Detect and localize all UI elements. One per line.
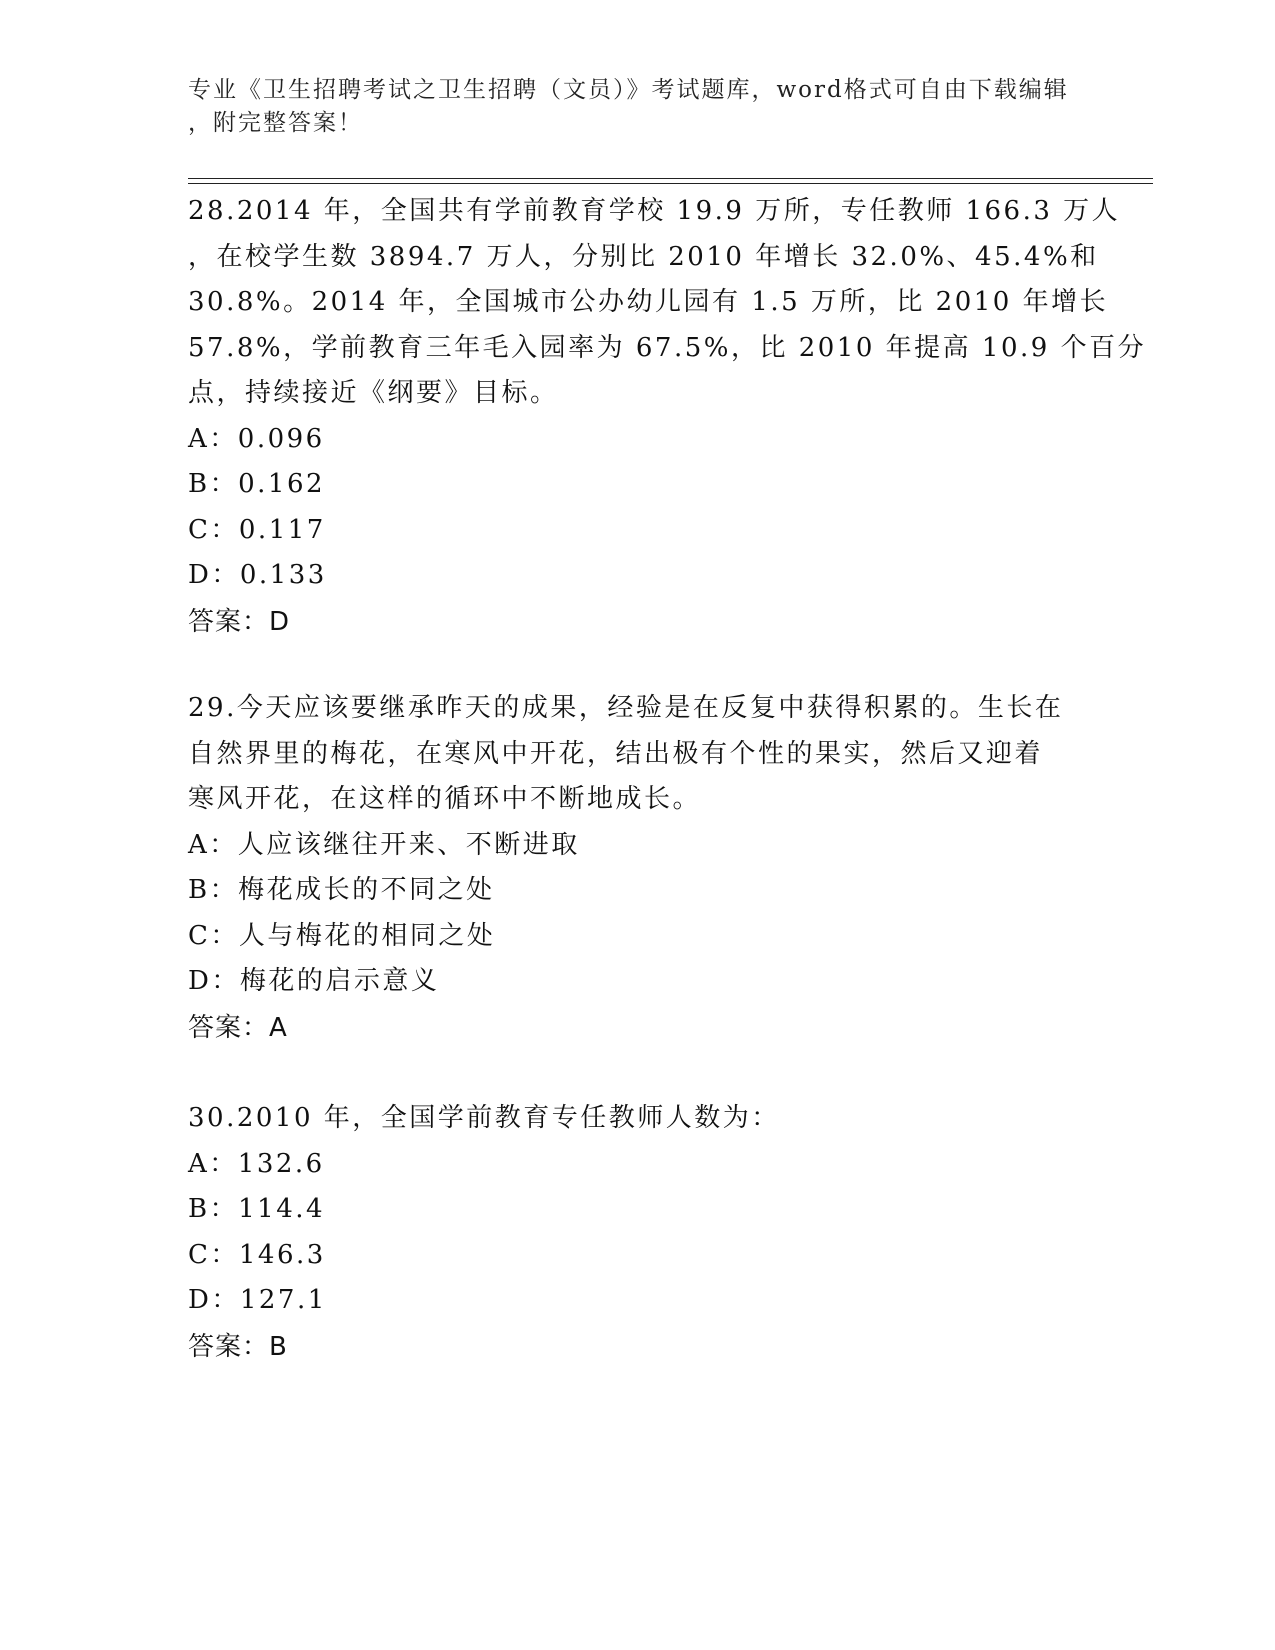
question-29 [188,686,1078,1051]
question-stem-line: ，在校学生数 3894.7 万人，分别比 2010 年增长 32.0%、45.4%和 [188,241,1099,272]
option-d: D：127.1 [188,1285,327,1315]
answer-label: 答案：D [188,606,291,637]
question-stem-line: 28.2014 年，全国共有学前教育学校 19.9 万所，专任教师 166.3 万人 [188,196,1121,226]
question-28 [188,189,1147,645]
option-c: C：人与梅花的相同之处 [188,920,496,951]
question-stem-line: 30.8%。2014 年，全国城市公办幼儿园有 1.5 万所，比 2010 年增长 [188,287,1109,317]
document-header [188,74,1068,140]
question-stem-line: 29.今天应该要继承昨天的成果，经验是在反复中获得积累的。生长在 [188,693,1064,723]
question-stem-line: 30.2010 年，全国学前教育专任教师人数为： [188,1103,780,1133]
answer-label: 答案：A [188,1012,288,1043]
option-a: A：0.096 [188,423,325,454]
option-d: D：梅花的启示意义 [188,966,440,996]
header-divider-bottom [188,183,1153,184]
option-a: A：人应该继往开来、不断进取 [188,829,580,860]
option-c: C：0.117 [188,514,326,545]
header-line-2: ，附完整答案！ [188,110,363,136]
question-stem-line: 57.8%，学前教育三年毛入园率为 67.5%，比 2010 年提高 10.9 个百分 [188,332,1147,363]
question-stem-line: 点，持续接近《纲要》目标。 [188,378,559,408]
header-line-1: 专业《卫生招聘考试之卫生招聘（文员）》考试题库，word格式可自由下载编辑 [188,77,1069,103]
question-stem-line: 自然界里的梅花，在寒风中开花，结出极有个性的果实，然后又迎着 [188,738,1044,769]
option-b: B：0.162 [188,469,326,499]
option-c: C：146.3 [188,1239,326,1270]
option-a: A：132.6 [188,1148,325,1179]
option-d: D：0.133 [188,560,327,590]
answer-label: 答案：B [188,1331,288,1362]
option-b: B：114.4 [188,1194,326,1224]
option-b: B：梅花成长的不同之处 [188,875,495,905]
question-30 [188,1096,1078,1370]
question-stem-line: 寒风开花，在这样的循环中不断地成长。 [188,784,702,814]
header-divider-top [188,178,1153,179]
